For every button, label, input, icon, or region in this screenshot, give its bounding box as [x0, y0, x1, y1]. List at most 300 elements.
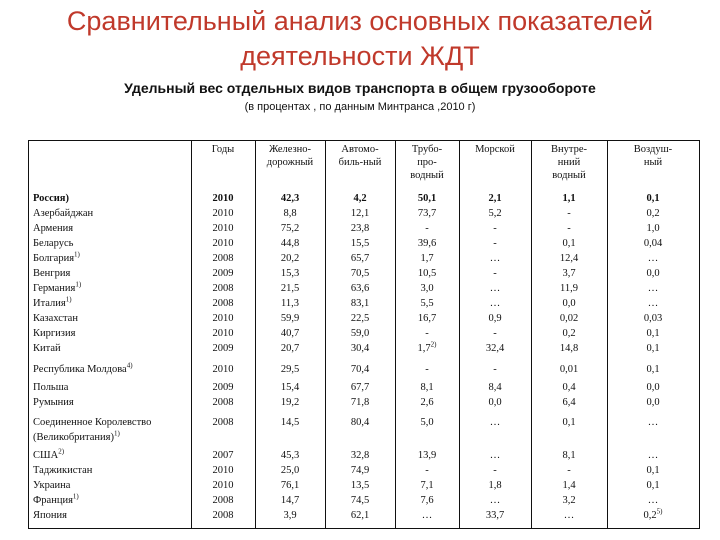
cell-inland	[531, 342, 607, 355]
cell-value: -	[425, 364, 429, 375]
cell-rail	[255, 207, 325, 220]
country-name	[33, 312, 78, 325]
country-name-text: Соединенное Королевство	[33, 417, 152, 428]
cell-value: 10,5	[417, 268, 437, 279]
cell-value: 1,0	[646, 223, 660, 234]
header-inland-water: Внутре-нний водный	[551, 144, 587, 181]
cell-inland	[531, 252, 607, 265]
cell-air	[607, 312, 699, 325]
cell-value: 0,1	[562, 238, 576, 249]
cell-value: 3,2	[562, 495, 576, 506]
cell-value: 83,1	[350, 298, 370, 309]
country-name	[33, 222, 73, 235]
cell-value: 32,4	[485, 343, 505, 354]
cell-value: -	[567, 465, 571, 476]
cell-air	[607, 342, 699, 355]
cell-value: 19,2	[280, 397, 300, 408]
cell-sea	[459, 312, 531, 325]
cell-value: 0,1	[646, 343, 660, 354]
cell-air	[607, 464, 699, 477]
cell-value: 0,0	[562, 298, 576, 309]
cell-value: 0,4	[562, 382, 576, 393]
footnote-mark: 1)	[72, 492, 79, 501]
cell-value: 0,2	[562, 328, 576, 339]
cell-sea	[459, 381, 531, 394]
cell-value: 3,7	[562, 268, 576, 279]
country-name-text: Болгария	[33, 253, 75, 264]
cell-value: 71,8	[350, 397, 370, 408]
cell-pipe	[395, 267, 459, 280]
country-name-text: Китай	[33, 343, 61, 354]
cell-air	[607, 494, 699, 507]
cell-value: 0,03	[643, 313, 663, 324]
cell-value: …	[489, 450, 501, 461]
cell-inland	[531, 222, 607, 235]
country-name-text: Киргизия	[33, 328, 76, 339]
cell-rail	[255, 464, 325, 477]
footnote-mark: 1)	[75, 280, 82, 289]
cell-value: 2,1	[488, 193, 502, 204]
country-name	[33, 267, 70, 280]
cell-auto	[325, 267, 395, 280]
cell-pipe	[395, 192, 459, 205]
cell-value: 21,5	[280, 283, 300, 294]
cell-value: 25,0	[280, 465, 300, 476]
cell-value: 2010	[212, 238, 234, 249]
cell-value: 67,7	[350, 382, 370, 393]
cell-value: 59,9	[280, 313, 300, 324]
cell-sea	[459, 509, 531, 522]
cell-sea	[459, 363, 531, 376]
cell-air	[607, 252, 699, 265]
slide-title	[0, 4, 720, 74]
cell-value: 15,4	[280, 382, 300, 393]
cell-pipe	[395, 327, 459, 340]
cell-inland	[531, 237, 607, 250]
cell-value: 0,1	[646, 328, 660, 339]
cell-auto	[325, 494, 395, 507]
cell-value: 14,5	[280, 417, 300, 428]
cell-value: 2009	[212, 343, 234, 354]
cell-rail	[255, 327, 325, 340]
cell-value: 73,7	[417, 208, 437, 219]
cell-year	[191, 396, 255, 409]
cell-value: 2008	[212, 253, 234, 264]
country-name-text: Беларусь	[33, 238, 74, 249]
footnote-mark: 2)	[430, 340, 437, 349]
cell-rail	[255, 282, 325, 295]
cell-auto	[325, 509, 395, 522]
cell-value: 12,1	[350, 208, 370, 219]
cell-value: 0,9	[488, 313, 502, 324]
cell-value: 20,7	[280, 343, 300, 354]
cell-value: 74,9	[350, 465, 370, 476]
cell-auto	[325, 342, 395, 355]
country-name	[33, 282, 81, 295]
cell-value: 65,7	[350, 253, 370, 264]
cell-auto	[325, 192, 395, 205]
cell-value: …	[647, 417, 659, 428]
footnote-mark: 1)	[114, 429, 120, 438]
cell-value: 0,04	[643, 238, 663, 249]
cell-auto	[325, 312, 395, 325]
cell-sea	[459, 282, 531, 295]
header-year: Годы	[211, 144, 235, 155]
cell-value: -	[493, 465, 497, 476]
footnote-mark: 4)	[126, 361, 133, 370]
country-name	[33, 416, 151, 429]
cell-inland	[531, 396, 607, 409]
cell-value: -	[493, 364, 497, 375]
cell-sea	[459, 222, 531, 235]
cell-auto	[325, 464, 395, 477]
country-name	[33, 396, 74, 409]
cell-value: 11,3	[281, 298, 299, 309]
cell-value: 8,8	[283, 208, 297, 219]
cell-value: 7,6	[420, 495, 434, 506]
cell-value: 1,7	[417, 343, 431, 354]
cell-value: 2010	[212, 208, 234, 219]
cell-value: 2008	[212, 510, 234, 521]
cell-air	[607, 297, 699, 310]
cell-rail	[255, 342, 325, 355]
cell-inland	[531, 449, 607, 462]
cell-value: 80,4	[350, 417, 370, 428]
cell-pipe	[395, 363, 459, 376]
cell-value: 63,6	[350, 283, 370, 294]
cell-value: …	[647, 450, 659, 461]
country-name-text: Республика Молдова	[33, 364, 127, 375]
cell-value: -	[425, 223, 429, 234]
cell-year	[191, 207, 255, 220]
cell-value: 2008	[212, 397, 234, 408]
cell-value: 2010	[212, 364, 234, 375]
title-line-1: Сравнительный анализ основных показателей	[66, 6, 654, 36]
cell-air	[607, 222, 699, 235]
cell-rail	[255, 237, 325, 250]
freight-share-table	[28, 140, 700, 529]
cell-rail	[255, 416, 325, 429]
cell-value: 50,1	[417, 193, 437, 204]
cell-value: -	[567, 223, 571, 234]
cell-value: 11,9	[560, 283, 578, 294]
cell-year	[191, 312, 255, 325]
cell-value: …	[647, 253, 659, 264]
cell-rail	[255, 449, 325, 462]
cell-auto	[325, 381, 395, 394]
cell-auto	[325, 297, 395, 310]
cell-air	[607, 267, 699, 280]
cell-year	[191, 494, 255, 507]
table-note: (в процентах , по данным Минтранса ,2010 г)	[244, 101, 476, 113]
header-auto: Автомо-биль-ный	[338, 144, 382, 168]
country-name-text: Армения	[33, 223, 74, 234]
cell-value: 0,01	[559, 364, 579, 375]
cell-value: 0,0	[646, 382, 660, 393]
cell-value: …	[647, 495, 659, 506]
country-name	[33, 431, 120, 444]
cell-rail	[255, 494, 325, 507]
cell-sea	[459, 237, 531, 250]
cell-air	[607, 509, 699, 522]
cell-value: 15,5	[350, 238, 370, 249]
cell-value: 2010	[212, 465, 234, 476]
country-name-text: Япония	[33, 510, 67, 521]
cell-value: 8,4	[488, 382, 502, 393]
cell-sea	[459, 416, 531, 429]
cell-rail	[255, 396, 325, 409]
cell-year	[191, 222, 255, 235]
footnote-mark: 2)	[58, 447, 65, 456]
cell-rail	[255, 479, 325, 492]
country-name-text: (Великобритания)	[33, 432, 114, 443]
cell-year	[191, 416, 255, 429]
cell-inland	[531, 494, 607, 507]
cell-value: 2009	[212, 268, 234, 279]
cell-value: 5,0	[420, 417, 434, 428]
cell-value: …	[647, 283, 659, 294]
cell-sea	[459, 396, 531, 409]
cell-rail	[255, 267, 325, 280]
cell-air	[607, 207, 699, 220]
country-name-text: Украина	[33, 480, 71, 491]
country-name	[33, 327, 75, 340]
cell-air	[607, 237, 699, 250]
cell-inland	[531, 282, 607, 295]
country-name-text: Азербайджан	[33, 208, 94, 219]
cell-auto	[325, 363, 395, 376]
cell-value: -	[425, 328, 429, 339]
cell-value: 70,4	[350, 364, 370, 375]
cell-sea	[459, 327, 531, 340]
cell-inland	[531, 327, 607, 340]
cell-value: 2010	[212, 223, 234, 234]
cell-value: 2008	[212, 298, 234, 309]
cell-pipe	[395, 416, 459, 429]
cell-auto	[325, 282, 395, 295]
cell-inland	[531, 207, 607, 220]
cell-value: 3,0	[420, 283, 434, 294]
cell-value: 74,5	[350, 495, 370, 506]
cell-year	[191, 192, 255, 205]
cell-air	[607, 192, 699, 205]
country-name	[33, 479, 70, 492]
cell-inland	[531, 381, 607, 394]
cell-value: 5,2	[488, 208, 502, 219]
cell-value: 40,7	[280, 328, 300, 339]
cell-value: 32,8	[350, 450, 370, 461]
cell-value: 0,0	[646, 268, 660, 279]
country-name	[33, 509, 67, 522]
country-name	[33, 342, 61, 355]
country-name-text: Франция	[33, 495, 73, 506]
cell-value: 4,2	[353, 193, 367, 204]
cell-value: 2010	[212, 328, 234, 339]
cell-value: -	[493, 223, 497, 234]
cell-pipe	[395, 479, 459, 492]
cell-value: 3,9	[283, 510, 297, 521]
cell-value: …	[647, 298, 659, 309]
cell-sea	[459, 342, 531, 355]
cell-air	[607, 363, 699, 376]
cell-year	[191, 342, 255, 355]
cell-rail	[255, 192, 325, 205]
cell-value: 0,0	[488, 397, 502, 408]
cell-value: 30,4	[350, 343, 370, 354]
cell-inland	[531, 297, 607, 310]
cell-value: 0,02	[559, 313, 579, 324]
cell-sea	[459, 449, 531, 462]
cell-rail	[255, 222, 325, 235]
cell-value: 0,0	[646, 397, 660, 408]
cell-pipe	[395, 494, 459, 507]
country-name-text: Италия	[33, 298, 66, 309]
cell-value: 2008	[212, 417, 234, 428]
country-name-text: Таджикистан	[33, 465, 93, 476]
cell-value: 0,1	[646, 193, 660, 204]
cell-year	[191, 267, 255, 280]
country-name	[33, 192, 69, 205]
header-pipeline: Трубо-про-водный	[410, 144, 444, 181]
cell-value: 2007	[212, 450, 234, 461]
cell-air	[607, 282, 699, 295]
cell-value: 8,1	[420, 382, 434, 393]
country-name-text: Казахстан	[33, 313, 78, 324]
cell-air	[607, 449, 699, 462]
cell-air	[607, 381, 699, 394]
country-name-text: Польша	[33, 382, 69, 393]
cell-value: 12,4	[559, 253, 579, 264]
cell-value: 15,3	[280, 268, 300, 279]
cell-value: 23,8	[350, 223, 370, 234]
cell-pipe	[395, 449, 459, 462]
cell-value: 0,1	[646, 465, 660, 476]
country-name	[33, 494, 79, 507]
cell-value: -	[493, 268, 497, 279]
cell-value: 33,7	[485, 510, 505, 521]
cell-year	[191, 297, 255, 310]
cell-value: 5,5	[420, 298, 434, 309]
country-name	[33, 464, 92, 477]
cell-rail	[255, 381, 325, 394]
cell-air	[607, 327, 699, 340]
cell-value: 44,8	[280, 238, 300, 249]
cell-value: 22,5	[350, 313, 370, 324]
cell-value: 59,0	[350, 328, 370, 339]
country-name-text: США	[33, 450, 59, 461]
cell-auto	[325, 207, 395, 220]
cell-pipe	[395, 464, 459, 477]
cell-value: …	[489, 298, 501, 309]
cell-rail	[255, 252, 325, 265]
header-sea: Морской	[475, 144, 515, 155]
cell-pipe	[395, 222, 459, 235]
cell-value: 13,5	[350, 480, 370, 491]
footnote-mark: 5)	[656, 507, 663, 516]
cell-pipe	[395, 252, 459, 265]
cell-year	[191, 327, 255, 340]
cell-pipe	[395, 237, 459, 250]
cell-value: 62,1	[350, 510, 370, 521]
cell-value: -	[493, 328, 497, 339]
country-name	[33, 449, 64, 462]
footnote-mark: 1)	[74, 250, 80, 259]
cell-pipe	[395, 297, 459, 310]
footnote-mark: 1)	[65, 295, 72, 304]
cell-inland	[531, 416, 607, 429]
country-name-text: Румыния	[33, 397, 74, 408]
cell-pipe	[395, 509, 459, 522]
cell-value: 0,2	[643, 510, 657, 521]
cell-pipe	[395, 342, 459, 355]
country-name	[33, 237, 73, 250]
cell-value: 0,1	[646, 364, 660, 375]
cell-year	[191, 252, 255, 265]
cell-year	[191, 464, 255, 477]
cell-value: 2,6	[420, 397, 434, 408]
cell-value: 6,4	[562, 397, 576, 408]
country-name	[33, 363, 133, 376]
cell-air	[607, 396, 699, 409]
cell-value: …	[489, 283, 501, 294]
cell-value: 2009	[212, 382, 234, 393]
cell-value: …	[489, 417, 501, 428]
cell-value: 7,1	[420, 480, 434, 491]
cell-value: -	[567, 208, 571, 219]
cell-value: 2008	[212, 283, 234, 294]
cell-value: 76,1	[280, 480, 300, 491]
cell-value: 8,1	[562, 450, 576, 461]
cell-inland	[531, 479, 607, 492]
cell-auto	[325, 237, 395, 250]
cell-sea	[459, 192, 531, 205]
cell-sea	[459, 494, 531, 507]
cell-value: 14,8	[559, 343, 579, 354]
cell-value: 1,8	[488, 480, 502, 491]
country-name	[33, 381, 68, 394]
cell-auto	[325, 479, 395, 492]
cell-rail	[255, 363, 325, 376]
cell-inland	[531, 509, 607, 522]
cell-value: …	[489, 495, 501, 506]
cell-pipe	[395, 381, 459, 394]
cell-inland	[531, 363, 607, 376]
cell-sea	[459, 252, 531, 265]
cell-value: …	[563, 510, 575, 521]
cell-value: 0,1	[562, 417, 576, 428]
cell-value: 45,3	[280, 450, 300, 461]
header-rail: Железно-дорожный	[266, 144, 314, 168]
cell-auto	[325, 252, 395, 265]
cell-year	[191, 237, 255, 250]
cell-value: 39,6	[417, 238, 437, 249]
cell-inland	[531, 464, 607, 477]
cell-auto	[325, 416, 395, 429]
cell-value: 1,1	[562, 193, 576, 204]
country-name	[33, 297, 72, 310]
cell-air	[607, 479, 699, 492]
cell-year	[191, 479, 255, 492]
cell-rail	[255, 312, 325, 325]
cell-value: 20,2	[280, 253, 300, 264]
cell-value: …	[421, 510, 433, 521]
cell-value: 14,7	[280, 495, 300, 506]
cell-value: 42,3	[280, 193, 300, 204]
cell-year	[191, 282, 255, 295]
country-name-text: Венгрия	[33, 268, 71, 279]
cell-value: 29,5	[280, 364, 300, 375]
cell-auto	[325, 449, 395, 462]
